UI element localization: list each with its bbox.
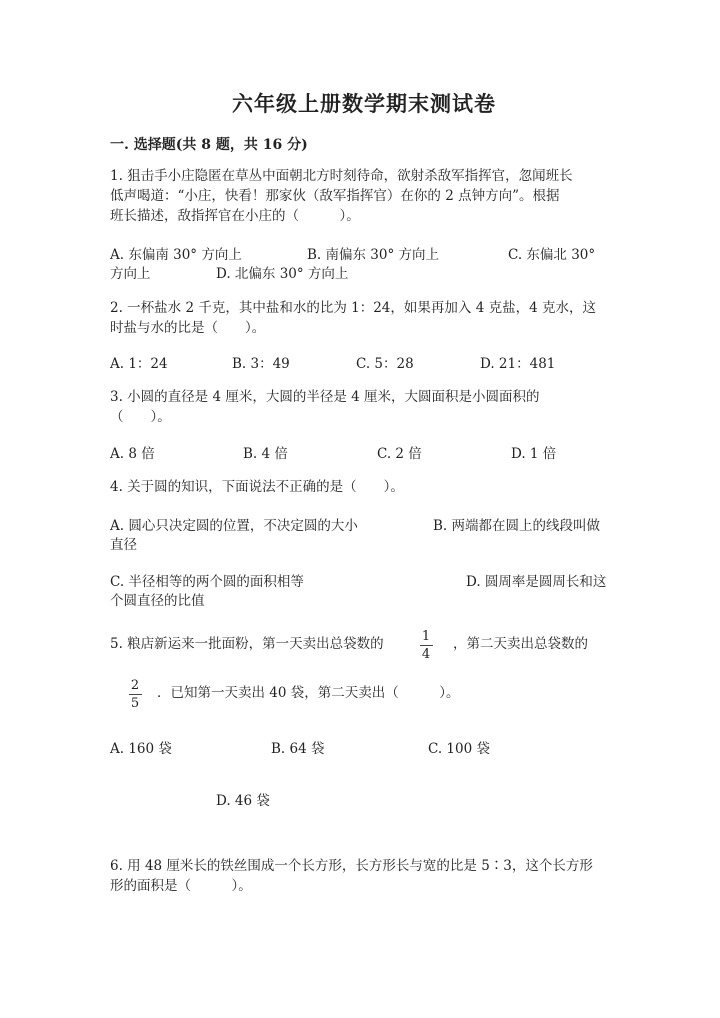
question-text: 时盐与水的比是（ ）。 — [110, 320, 266, 336]
fraction-numerator: 1 — [421, 629, 431, 644]
option-a[interactable]: A. 圆心只决定圆的位置，不决定圆的大小 — [110, 518, 358, 534]
question-text: 形的面积是（ ）。 — [110, 878, 252, 894]
option-b[interactable]: B. 4 倍 — [243, 446, 288, 462]
question-text: 5. 粮店新运来一批面粉，第一天卖出总袋数的 — [110, 636, 384, 652]
option-d[interactable]: D. 1 倍 — [511, 446, 557, 462]
option-c[interactable]: C. 2 倍 — [377, 446, 422, 462]
fraction-numerator: 2 — [130, 678, 140, 693]
option-d-continued: 个圆直径的比值 — [110, 593, 205, 609]
question-text: ，第二天卖出总袋数的 — [453, 636, 588, 652]
option-c[interactable]: C. 半径相等的两个圆的面积相等 — [110, 574, 304, 590]
option-b[interactable]: B. 南偏东 30° 方向上 — [307, 247, 440, 263]
option-b-continued: 直径 — [110, 537, 137, 553]
question-text: 1. 狙击手小庄隐匿在草丛中面朝北方时刻待命，欲射杀敌军指挥官，忽闻班长 — [110, 168, 573, 184]
option-d[interactable]: D. 21：481 — [480, 356, 556, 372]
fraction-two-fifths — [127, 679, 143, 710]
option-b[interactable]: B. 两端都在圆上的线段叫做 — [433, 518, 601, 534]
question-text: （ ）。 — [110, 409, 171, 425]
fraction-one-quarter — [418, 630, 434, 661]
fraction-denominator: 4 — [421, 647, 431, 662]
fraction-denominator: 5 — [130, 696, 140, 711]
question-text: 班长描述，敌指挥官在小庄的（ ）。 — [110, 208, 360, 224]
option-c-continued: 方向上 — [110, 266, 151, 282]
question-text: 4. 关于圆的知识，下面说法不正确的是（ ）。 — [110, 479, 404, 495]
option-c[interactable]: C. 5：28 — [356, 356, 414, 372]
question-text: ．已知第一天卖出 40 袋，第二天卖出（ ）。 — [157, 685, 460, 701]
question-text: 3. 小圆的直径是 4 厘米，大圆的半径是 4 厘米，大圆面积是小圆面积的 — [110, 389, 540, 405]
option-a[interactable]: A. 东偏南 30° 方向上 — [110, 247, 242, 263]
question-text: 6. 用 48 厘米长的铁丝围成一个长方形，长方形长与宽的比是 5∶3，这个长方形 — [110, 858, 593, 874]
page-title: 六年级上册数学期末测试卷 — [232, 91, 496, 116]
option-a[interactable]: A. 8 倍 — [110, 446, 155, 462]
option-c[interactable]: C. 东偏北 30° — [508, 247, 596, 263]
option-d[interactable]: D. 北偏东 30° 方向上 — [216, 266, 349, 282]
fraction-bar — [129, 694, 142, 695]
option-b[interactable]: B. 3：49 — [232, 356, 290, 372]
option-a[interactable]: A. 160 袋 — [110, 741, 172, 757]
option-b[interactable]: B. 64 袋 — [271, 741, 325, 757]
section-heading: 一. 选择题(共 8 题，共 16 分) — [110, 137, 308, 153]
option-d[interactable]: D. 圆周率是圆周长和这 — [466, 574, 607, 590]
option-a[interactable]: A. 1：24 — [110, 356, 168, 372]
option-d[interactable]: D. 46 袋 — [216, 793, 270, 809]
question-text: 2. 一杯盐水 2 千克，其中盐和水的比为 1：24，如果再加入 4 克盐，4 克水，这 — [110, 300, 596, 316]
question-text: 低声喝道：“小庄，快看！那家伙（敌军指挥官）在你的 2 点钟方向”。根据 — [110, 188, 560, 204]
fraction-bar — [420, 645, 433, 646]
option-c[interactable]: C. 100 袋 — [428, 741, 490, 757]
